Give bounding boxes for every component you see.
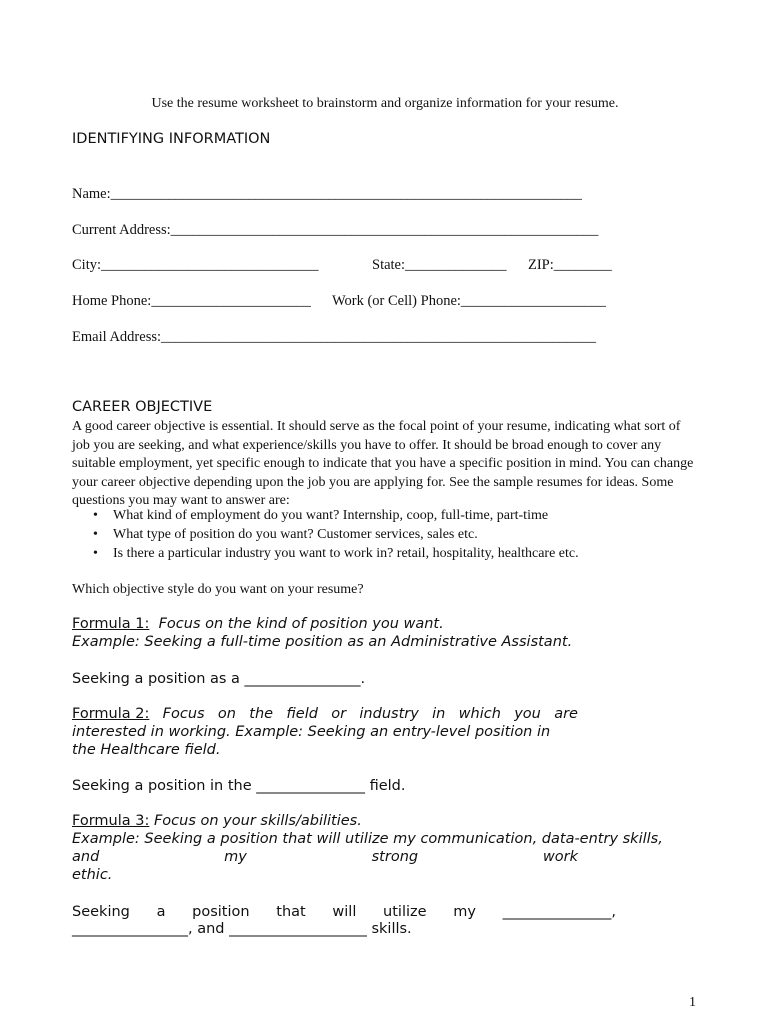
- formula3-line2: [72, 849, 578, 865]
- email-field[interactable]: Email Address:____________________________________________________________: [72, 329, 597, 345]
- formula3-line: [72, 813, 362, 829]
- identifying-heading: IDENTIFYING INFORMATION: [72, 131, 271, 147]
- bullet-text: What type of position do you want? Customer services, sales etc.: [113, 527, 478, 542]
- formula3-word: and: [72, 849, 100, 865]
- formula2-word: which: [458, 706, 501, 722]
- formula3-fill-word: a: [156, 904, 166, 920]
- state-field[interactable]: State:______________: [372, 257, 507, 273]
- formula2-word: the: [249, 706, 274, 722]
- home-phone-field[interactable]: Home Phone:______________________: [72, 293, 311, 309]
- formula2-word: field: [286, 706, 318, 722]
- bullet-text: Is there a particular industry you want to work in? retail, hospitality, healthcare etc.: [113, 546, 579, 561]
- formula3-word: strong: [371, 849, 419, 865]
- formula2-word: in: [432, 706, 446, 722]
- page-number: 1: [689, 995, 696, 1010]
- city-field[interactable]: City:______________________________: [72, 257, 319, 273]
- formula1-line: [72, 616, 444, 632]
- formula2-line2: interested in working. Example: Seeking an entry-level position in: [72, 724, 551, 740]
- intro-text: Use the resume worksheet to brainstorm and organize information for your resume.: [151, 96, 619, 111]
- formula3-fill-word: my: [453, 904, 476, 920]
- formula2-word: Focus: [162, 706, 205, 722]
- formula3-word: my: [224, 849, 247, 865]
- career-paragraph: A good career objective is essential. It should serve as the focal point of your resume, indicating what sort of job you are seeking, and what experience/skills you have to offer. It should be broad enough to cover any suitable employment, yet specific enough to indicate that you have a specific position in mind. You can change your career objective depending upon the job you are applying for. See the sample resumes for ideas. Some questions you may want to answer are:: [72, 419, 694, 509]
- bullet-item: • What type of position do you want? Customer services, sales etc.: [93, 527, 478, 542]
- formula2-line3: the Healthcare field.: [72, 742, 221, 758]
- formula2-fill[interactable]: Seeking a position in the _______________ field.: [72, 778, 406, 794]
- formula3-fill-word: will: [332, 904, 357, 920]
- formula3-fill-word: Seeking: [72, 904, 130, 920]
- bullet-item: • Is there a particular industry you want to work in? retail, hospitality, healthcare etc.: [93, 546, 579, 561]
- formula3-fill2[interactable]: ________________, and ___________________ skills.: [72, 921, 412, 937]
- address-field[interactable]: Current Address:___________________________________________________________: [72, 222, 599, 238]
- formula3-fill-word: that: [276, 904, 306, 920]
- formula1-label: Formula 1:: [72, 616, 150, 632]
- formula3-fill-word: utilize: [383, 904, 427, 920]
- career-heading: CAREER OBJECTIVE: [72, 399, 213, 415]
- formula3-label: Formula 3:: [72, 813, 150, 829]
- formula2-label: Formula 2:: [72, 706, 150, 722]
- name-field[interactable]: Name:_________________________________________________________________: [72, 186, 582, 202]
- formula2-word: industry: [359, 706, 419, 722]
- formula2-word: on: [217, 706, 236, 722]
- bullet-item: • What kind of employment do you want? Internship, coop, full-time, part-time: [93, 508, 549, 523]
- formula1-desc: Focus on the kind of position you want.: [149, 616, 444, 632]
- formula2-word: or: [331, 706, 347, 722]
- formula2-word: you: [514, 706, 541, 722]
- formula2-line1: [72, 706, 578, 722]
- work-phone-field[interactable]: Work (or Cell) Phone:____________________: [332, 293, 606, 309]
- formula3-fill-word[interactable]: _______________,: [502, 904, 616, 920]
- formula3-desc: Focus on your skills/abilities.: [149, 813, 362, 829]
- zip-field[interactable]: ZIP:________: [528, 257, 612, 273]
- formula1-example: Example: Seeking a full-time position as an Administrative Assistant.: [72, 634, 573, 650]
- formula3-word: work: [542, 849, 578, 865]
- formula1-fill[interactable]: Seeking a position as a ________________.: [72, 671, 366, 687]
- formula3-fill-word: position: [192, 904, 250, 920]
- objective-question: Which objective style do you want on your resume?: [72, 582, 364, 597]
- bullet-text: What kind of employment do you want? Internship, coop, full-time, part-time: [113, 508, 549, 523]
- formula3-line3: ethic.: [72, 867, 113, 883]
- formula3-fill1[interactable]: [72, 904, 616, 920]
- formula3-example: Example: Seeking a position that will utilize my communication, data-entry skills,: [72, 831, 663, 847]
- formula2-word: are: [554, 706, 578, 722]
